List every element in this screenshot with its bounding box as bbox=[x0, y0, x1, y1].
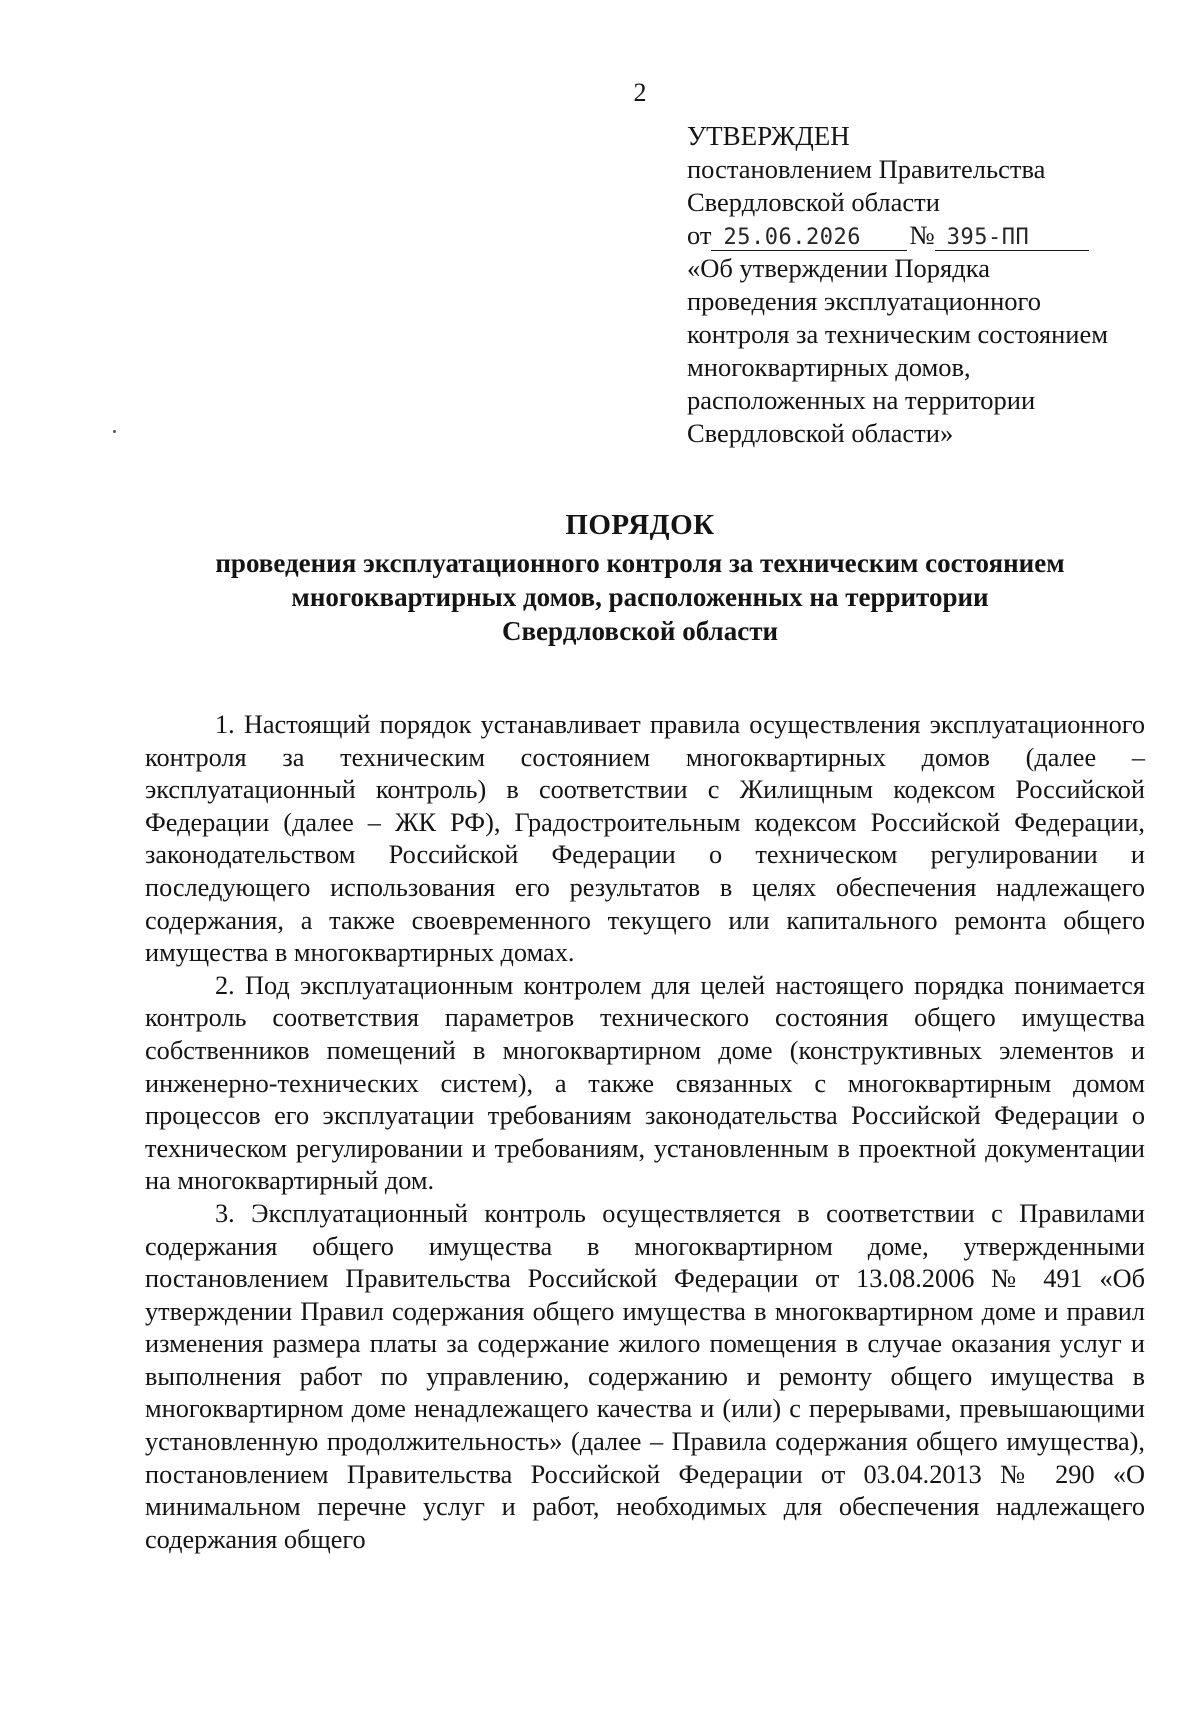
approval-stamp bbox=[687, 120, 1187, 450]
approval-subject-line: контроля за техническим состоянием bbox=[687, 319, 1108, 349]
title-main: ПОРЯДОК bbox=[565, 509, 715, 541]
date-prefix: от bbox=[687, 220, 712, 250]
approval-line: Свердловской области bbox=[687, 187, 940, 217]
registration-line bbox=[687, 219, 1187, 252]
document-title bbox=[140, 508, 1140, 648]
approval-line: постановлением Правительства bbox=[687, 154, 1046, 184]
approval-subject-line: расположенных на территории bbox=[687, 385, 1036, 415]
page-number: 2 bbox=[633, 78, 647, 107]
approval-subject-line: многоквартирных домов, bbox=[687, 352, 971, 382]
registration-date: 25.06.2026 bbox=[711, 226, 907, 251]
paragraph-2: 2. Под эксплуатационным контролем для целей настоящего порядка понимается контроль соответствия параметров технического состояния общего имущества собственников помещений в многоквартирном доме (конструктивных элементов и инженерно-технических систем), а также связанных с многоквартирным домом процессов его эксплуатации требованиям законодательства Российской Федерации о техническом регулировании и требованиям, установленным в проектной документации на многоквартирный дом. bbox=[145, 970, 1145, 1196]
scan-speck bbox=[113, 430, 116, 433]
registration-number: 395-ПП bbox=[935, 226, 1089, 251]
approval-subject-line: «Об утверждении Порядка bbox=[687, 253, 990, 283]
paragraph-1: 1. Настоящий порядок устанавливает правила осуществления эксплуатационного контроля за техническим состоянием многоквартирных домов (далее – эксплуатационный контроль) в соответствии с Жилищным кодексом Российской Федерации (далее – ЖК РФ), Градостроительным кодексом Российской Федерации, законодательством Российской Федерации о техническом регулировании и последующего использования его результатов в целях обеспечения надлежащего содержания, а также своевременного текущего или капитального ремонта общего имущества в многоквартирных домах. bbox=[145, 710, 1145, 968]
document-body bbox=[145, 709, 1145, 1556]
approval-subject-line: проведения эксплуатационного bbox=[687, 286, 1041, 316]
title-line: проведения эксплуатационного контроля за техническим состоянием bbox=[215, 548, 1065, 578]
title-line: Свердловской области bbox=[501, 616, 779, 646]
number-prefix: № bbox=[909, 220, 935, 250]
paragraph-3: 3. Эксплуатационный контроль осуществляется в соответствии с Правилами содержания общего имущества в многоквартирном доме, утвержденными постановлением Правительства Российской Федерации от 13.08.2006 № 491 «Об утверждении Правил содержания общего имущества в многоквартирном доме и правил изменения размера платы за содержание жилого помещения в случае оказания услуг и выполнения работ по управлению, содержанию и ремонту общего имущества в многоквартирном доме ненадлежащего качества и (или) с перерывами, превышающими установленную продолжительность» (далее – Правила содержания общего имущества), постановлением Правительства Российской Федерации от 03.04.2013 № 290 «О минимальном перечне услуг и работ, необходимых для обеспечения надлежащего содержания общего bbox=[145, 1198, 1145, 1554]
title-line: многоквартирных домов, расположенных на территории bbox=[291, 582, 989, 612]
approval-subject-line: Свердловской области» bbox=[687, 418, 954, 448]
approval-heading: УТВЕРЖДЕН bbox=[687, 121, 850, 151]
